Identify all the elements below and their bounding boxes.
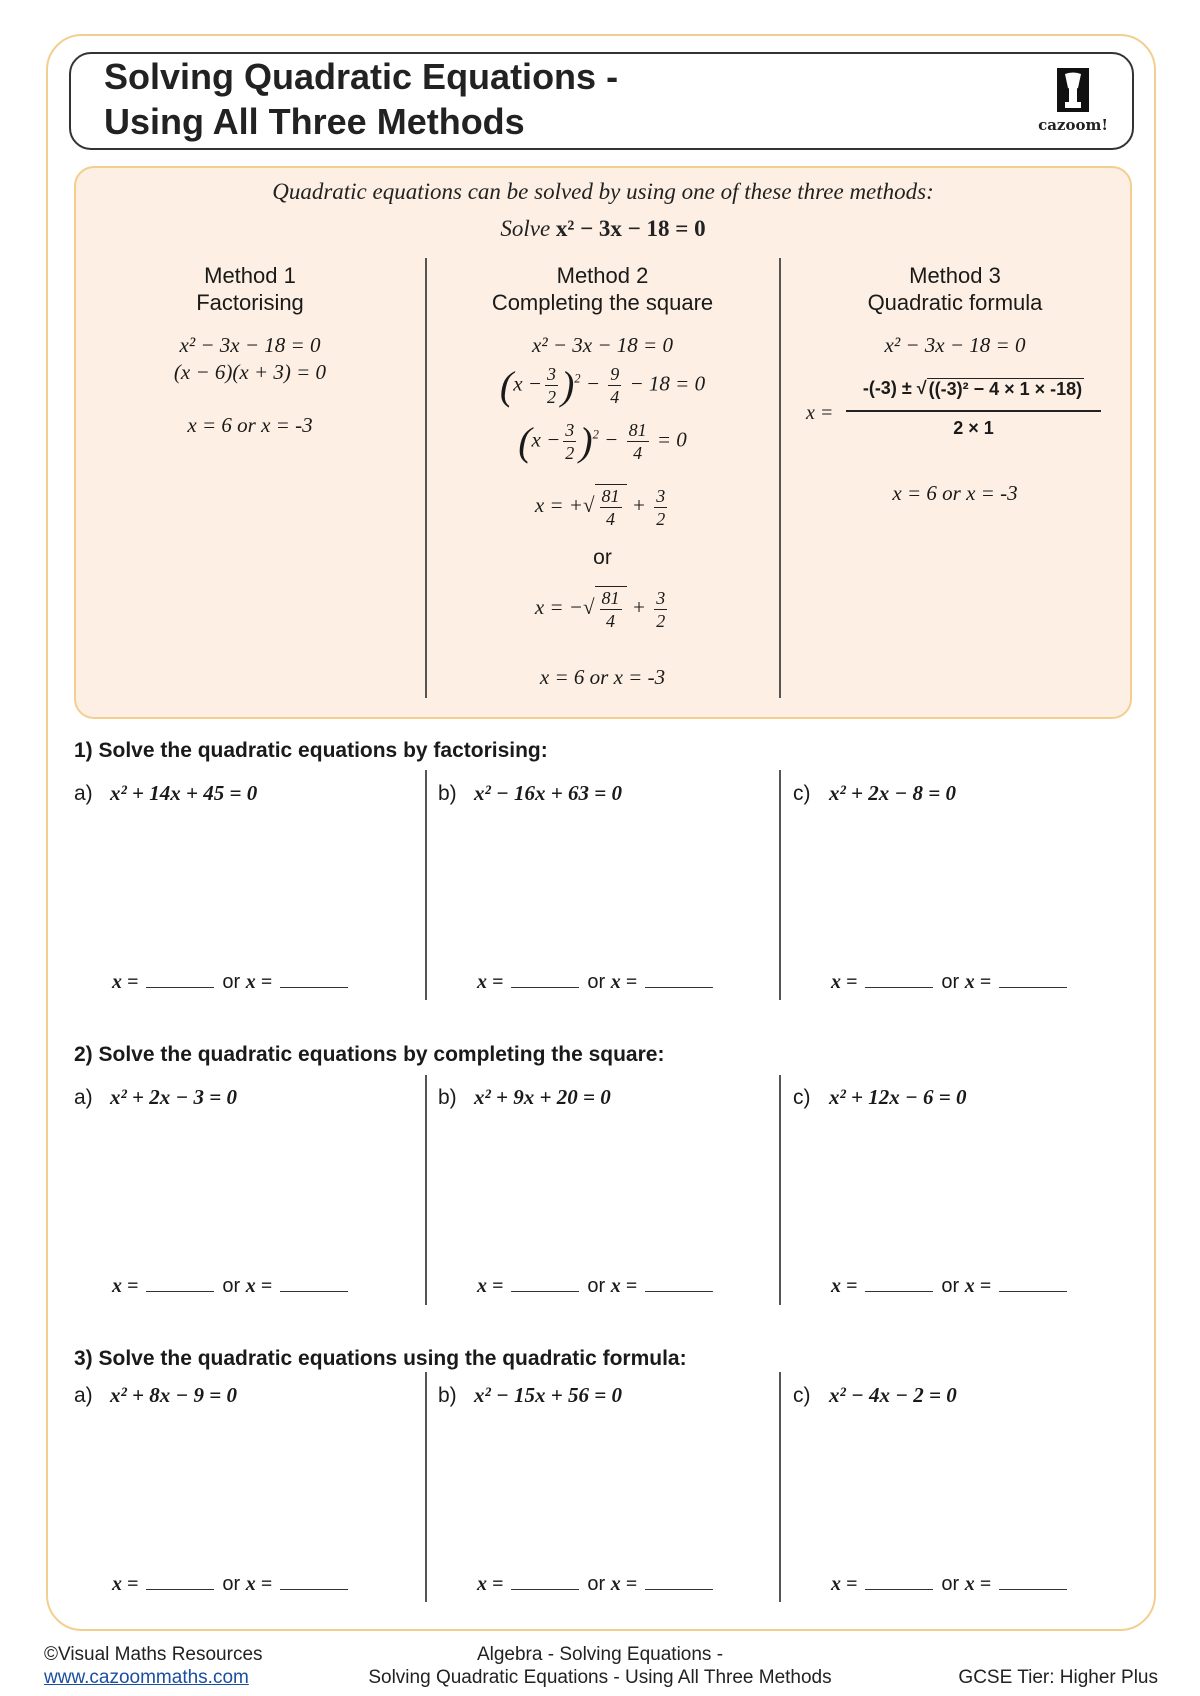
q3c: c) x² − 4x − 2 = 0	[793, 1383, 957, 1407]
method2-root-plus: x = +√ $\frac{81}{4}$ + $\frac{3}{2}$	[534, 485, 666, 529]
method3-fraction-bar	[846, 410, 1101, 412]
section2-divider-2	[779, 1075, 781, 1305]
section3-divider-2	[779, 1372, 781, 1602]
method1-result: x = 6 or x = -3	[187, 413, 313, 437]
footer-topic-line2: Solving Quadratic Equations - Using All Three Methods	[368, 1667, 832, 1688]
q3a-answer-line[interactable]: x = or x =	[112, 1573, 356, 1596]
method1-subtitle: Factorising	[196, 290, 304, 315]
section2-heading: 2) Solve the quadratic equations by completing the square:	[74, 1043, 665, 1066]
q1b: b) x² − 16x + 63 = 0	[438, 781, 622, 805]
footer-website-link[interactable]: www.cazoommaths.com	[44, 1667, 249, 1688]
methods-divider-2	[779, 258, 781, 698]
q3b-answer-line[interactable]: x = or x =	[477, 1573, 721, 1596]
section2-divider-1	[425, 1075, 427, 1305]
method3-numerator: -(-3) ± √ ((-3)² − 4 × 1 × -18)	[862, 378, 1083, 400]
q2c: c) x² + 12x − 6 = 0	[793, 1085, 967, 1109]
method3-x-eq: x =	[806, 402, 834, 424]
method2-title: Method 2	[556, 263, 649, 288]
q2a: a) x² + 2x − 3 = 0	[74, 1085, 237, 1109]
logo-text: cazoom!	[1038, 116, 1108, 134]
section1-divider-1	[425, 770, 427, 1000]
method3-title: Method 3	[909, 263, 1001, 288]
methods-divider-1	[425, 258, 427, 698]
q3a: a) x² + 8x − 9 = 0	[74, 1383, 237, 1407]
section1-heading: 1) Solve the quadratic equations by factorising:	[74, 739, 548, 762]
footer-copyright: ©Visual Maths Resources	[44, 1644, 263, 1665]
intro-solve	[74, 216, 1132, 242]
method2-result: x = 6 or x = -3	[539, 665, 666, 689]
section3-heading: 3) Solve the quadratic equations using the quadratic formula:	[74, 1347, 687, 1370]
method1-eq1: x² − 3x − 18 = 0	[179, 333, 321, 357]
section3-divider-1	[425, 1372, 427, 1602]
section1-divider-2	[779, 770, 781, 1000]
q2a-answer-line[interactable]: x = or x =	[112, 1275, 356, 1298]
footer-topic-line1: Algebra - Solving Equations -	[476, 1644, 724, 1665]
footer-tier: GCSE Tier: Higher Plus	[958, 1667, 1158, 1688]
q1c-answer-line[interactable]: x = or x =	[831, 971, 1075, 994]
q1a: a) x² + 14x + 45 = 0	[74, 781, 258, 805]
method3-eq1: x² − 3x − 18 = 0	[884, 333, 1026, 357]
method3-subtitle: Quadratic formula	[867, 290, 1043, 315]
page-title-line2: Using All Three Methods	[104, 101, 525, 142]
q3c-answer-line[interactable]: x = or x =	[831, 1573, 1075, 1596]
method2-subtitle: Completing the square	[491, 290, 714, 315]
method2-root-minus: x = −√ $\frac{81}{4}$ + $\frac{3}{2}$	[534, 587, 666, 631]
method2-step1: (x − $\frac{3}{2}$ )$^2$ − $\frac{9}{4}$ − 18 = 0	[499, 363, 706, 408]
q2b-answer-line[interactable]: x = or x =	[477, 1275, 721, 1298]
method2-step2: (x − $\frac{3}{2}$ )$^2$ − $\frac{81}{4}$ = 0	[518, 419, 687, 464]
q1c: c) x² + 2x − 8 = 0	[793, 781, 956, 805]
method1-eq2: (x − 6)(x + 3) = 0	[173, 360, 327, 384]
intro-text: Quadratic equations can be solved by using one of these three methods:	[272, 179, 934, 204]
solve-word: Solve	[500, 216, 551, 241]
method3-denominator: 2 × 1	[953, 418, 994, 438]
q2c-answer-line[interactable]: x = or x =	[831, 1275, 1075, 1298]
q1b-answer-line[interactable]: x = or x =	[477, 971, 721, 994]
method1-title: Method 1	[204, 263, 296, 288]
q2b: b) x² + 9x + 20 = 0	[438, 1085, 611, 1109]
method2-or: or	[593, 546, 612, 569]
q3b: b) x² − 15x + 56 = 0	[438, 1383, 622, 1407]
solve-equation: x² − 3x − 18 = 0	[555, 216, 706, 241]
page-title-line1: Solving Quadratic Equations -	[104, 56, 619, 97]
q1a-answer-line[interactable]: x = or x =	[112, 971, 356, 994]
method2-eq1: x² − 3x − 18 = 0	[532, 333, 673, 357]
method3-result: x = 6 or x = -3	[892, 481, 1018, 505]
